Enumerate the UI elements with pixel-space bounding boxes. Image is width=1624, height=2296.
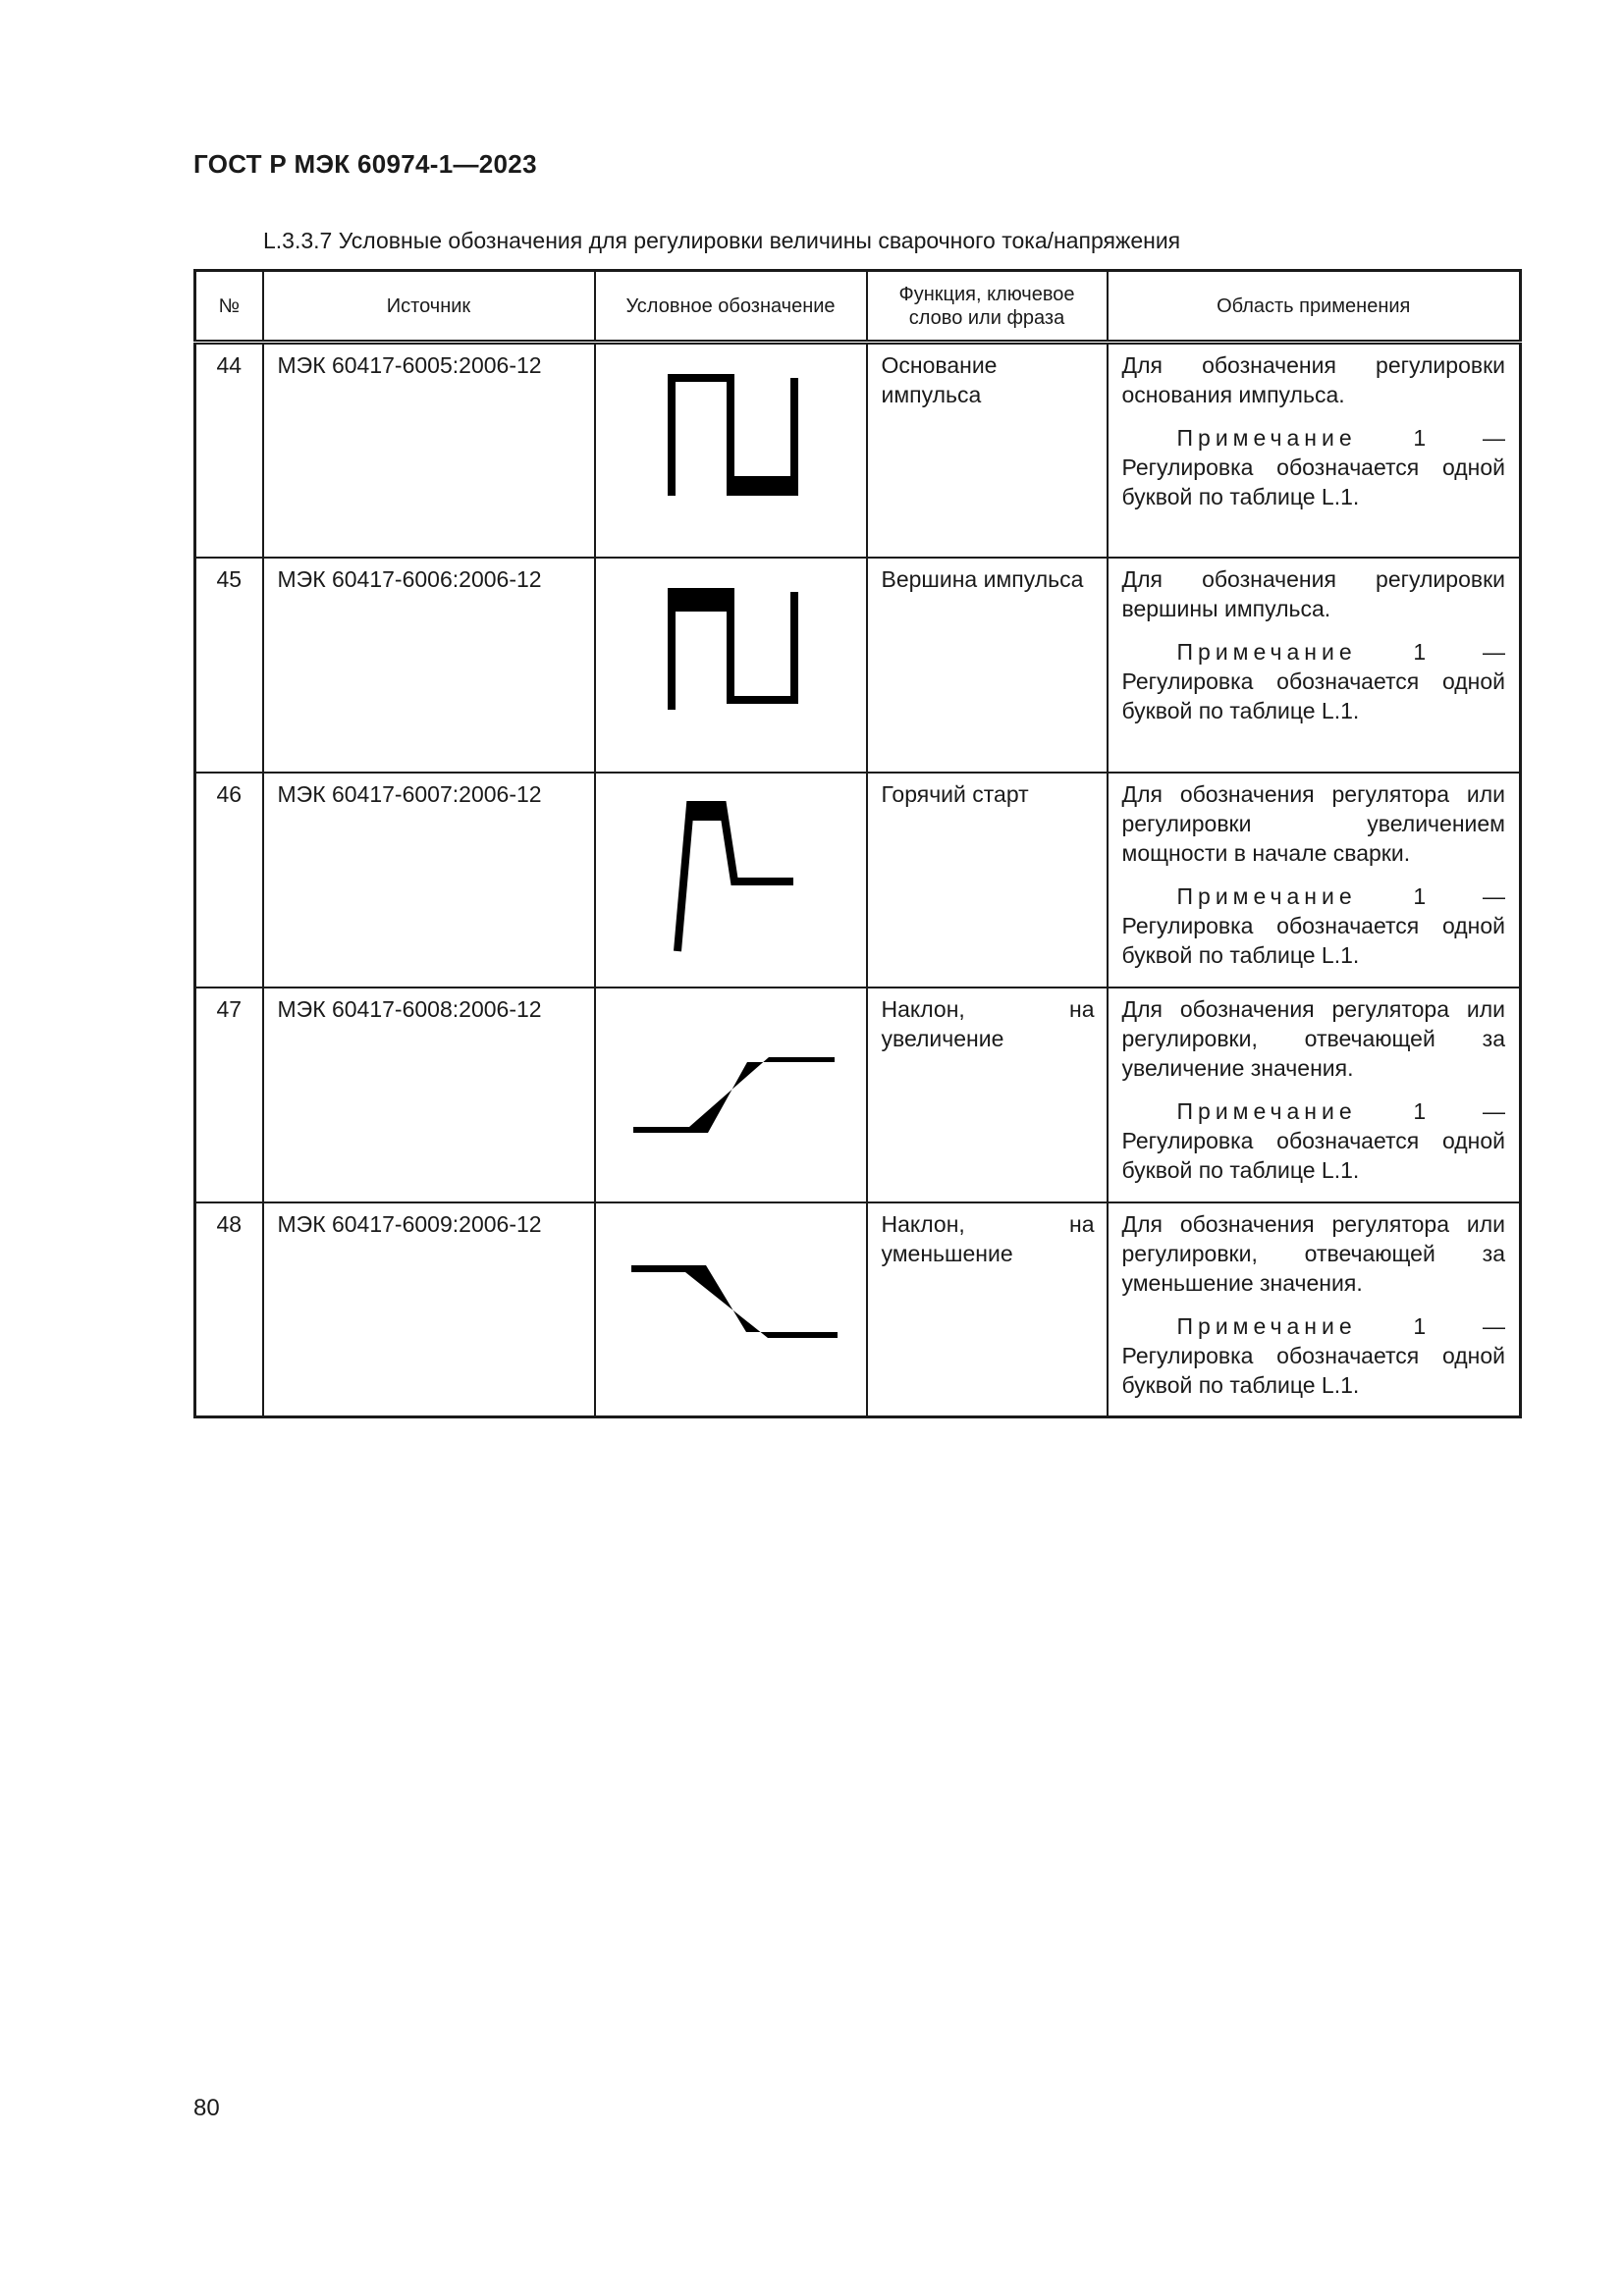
area-note: Примечание 1 — Регулировка обозначается одной буквой по таблице L.1. <box>1121 425 1505 509</box>
table-row <box>195 773 1521 988</box>
symbols-table <box>193 269 1522 1418</box>
column-header-function: Функция, ключевое слово или фраза <box>867 271 1108 343</box>
table-row <box>195 988 1521 1202</box>
symbol-cell <box>595 558 867 773</box>
pulse-base-icon <box>596 345 868 529</box>
source-cell <box>263 773 595 988</box>
function-text: Наклон, на уменьшение <box>881 1210 1095 1266</box>
source-reference: МЭК 60417-6008:2006-12 <box>277 995 542 1022</box>
area-note: Примечание 1 — Регулировка обозначается одной буквой по таблице L.1. <box>1121 1312 1505 1398</box>
function-text: Горячий старт <box>881 780 1029 807</box>
area-cell <box>1108 1202 1521 1417</box>
row-number-cell <box>195 558 263 773</box>
area-text: Для обозначения регулировки основания импульса. <box>1121 352 1505 407</box>
row-number: 48 <box>216 1210 243 1237</box>
row-number-cell <box>195 773 263 988</box>
symbol-cell <box>595 343 867 558</box>
pulse-peak-icon <box>596 559 868 743</box>
page-number: 80 <box>193 2095 220 2121</box>
source-reference: МЭК 60417-6007:2006-12 <box>277 780 542 807</box>
table-row <box>195 558 1521 773</box>
area-text: Для обозначения регулировки вершины импульса. <box>1121 565 1505 621</box>
column-header-symbol: Условное обозначение <box>595 271 867 343</box>
column-header-area: Область применения <box>1108 271 1521 343</box>
row-number-cell <box>195 988 263 1202</box>
source-reference: МЭК 60417-6005:2006-12 <box>277 352 542 378</box>
area-note: Примечание 1 — Регулировка обозначается одной буквой по таблице L.1. <box>1121 638 1505 723</box>
area-cell <box>1108 988 1521 1202</box>
source-cell <box>263 988 595 1202</box>
source-cell <box>263 343 595 558</box>
source-cell <box>263 558 595 773</box>
function-cell <box>867 773 1108 988</box>
function-text: Основание импульса <box>881 352 998 407</box>
row-number: 47 <box>216 995 243 1022</box>
symbol-cell <box>595 1202 867 1417</box>
table-caption: L.3.3.7 Условные обозначения для регулировки величины сварочного тока/напряжения <box>263 228 1181 253</box>
row-number-cell <box>195 343 263 558</box>
hot-start-icon <box>596 774 868 958</box>
area-cell <box>1108 558 1521 773</box>
table-header-row <box>195 271 1521 343</box>
area-text: Для обозначения регулятора или регулировки увеличением мощности в начале сварки. <box>1121 780 1505 866</box>
function-text: Наклон, на увеличение <box>881 995 1095 1051</box>
area-note: Примечание 1 — Регулировка обозначается одной буквой по таблице L.1. <box>1121 882 1505 968</box>
area-cell <box>1108 343 1521 558</box>
area-cell <box>1108 773 1521 988</box>
area-text: Для обозначения регулятора или регулировки, отвечающей за уменьшение значения. <box>1121 1210 1505 1296</box>
area-note: Примечание 1 — Регулировка обозначается одной буквой по таблице L.1. <box>1121 1097 1505 1183</box>
column-header-no: № <box>195 271 263 343</box>
column-header-source: Источник <box>263 271 595 343</box>
document-header: ГОСТ Р МЭК 60974-1—2023 <box>193 149 537 179</box>
row-number: 46 <box>216 780 243 807</box>
function-cell <box>867 343 1108 558</box>
row-number: 44 <box>216 352 243 378</box>
function-cell <box>867 558 1108 773</box>
symbol-cell <box>595 988 867 1202</box>
source-cell <box>263 1202 595 1417</box>
source-reference: МЭК 60417-6006:2006-12 <box>277 565 542 592</box>
function-text: Вершина импульса <box>881 565 1084 592</box>
slope-up-icon <box>596 988 868 1173</box>
function-cell <box>867 1202 1108 1417</box>
table-row <box>195 343 1521 558</box>
area-text: Для обозначения регулятора или регулировки, отвечающей за увеличение значения. <box>1121 995 1505 1081</box>
symbol-cell <box>595 773 867 988</box>
row-number: 45 <box>216 565 243 592</box>
row-number-cell <box>195 1202 263 1417</box>
table-row <box>195 1202 1521 1417</box>
slope-down-icon <box>596 1203 868 1388</box>
source-reference: МЭК 60417-6009:2006-12 <box>277 1210 542 1237</box>
function-cell <box>867 988 1108 1202</box>
